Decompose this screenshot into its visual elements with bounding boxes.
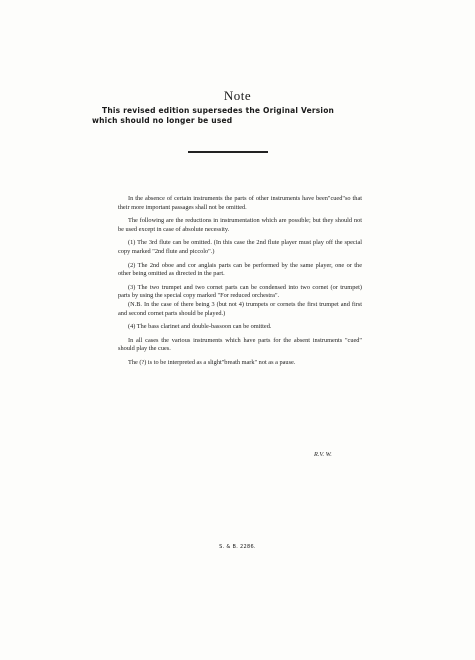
paragraph-breath-mark: The (?) is to be interpreted as a slight"breath mark" not as a pause. [128, 358, 296, 366]
paragraph-cues-intro: In the absence of certain instruments the parts of other instruments have been"cued"so that their more important passages shall not be omitted. [118, 195, 362, 211]
signature: R.V. W. [314, 451, 332, 458]
paragraph-reductions: The following are the reductions in instrumentation which are possible; but they should not be used except in case of absolute necessity. [118, 217, 362, 233]
divider-rule [188, 151, 268, 153]
paragraph-nb: (N.B. In the case of there being 3 (but not 4) trumpets or cornets the first trumpet and first and second cornet parts should be played.) [118, 300, 362, 317]
revision-warning [92, 106, 392, 126]
paragraph-item-3: (3) The two trumpet and two cornet parts can be condensed into two cornet (or trumpet) parts by using the special copy marked "For reduced orchestra". [118, 283, 362, 300]
warning-line-1: This revised edition supersedes the Original Version [102, 106, 335, 115]
note-body [118, 195, 362, 373]
paragraph-cued: In all cases the various instruments which have parts for the absent instruments "cued" should play the cues. [118, 336, 362, 353]
paragraph-item-1: (1) The 3rd flute can be omitted. (In this case the 2nd flute player must play off the special copy marked "2nd flute and piccolo".) [118, 239, 362, 255]
page-title: Note [223, 88, 252, 103]
plate-number: S. & B. 2286. [219, 544, 256, 550]
paragraph-item-2: (2) The 2nd oboe and cor anglais parts can be performed by the same player, one or the other being omitted as directed in the part. [118, 261, 362, 278]
warning-line-2: which should no longer be used [92, 116, 233, 125]
paragraph-item-4: (4) The bass clarinet and double-bassoon can be omitted. [128, 323, 272, 331]
